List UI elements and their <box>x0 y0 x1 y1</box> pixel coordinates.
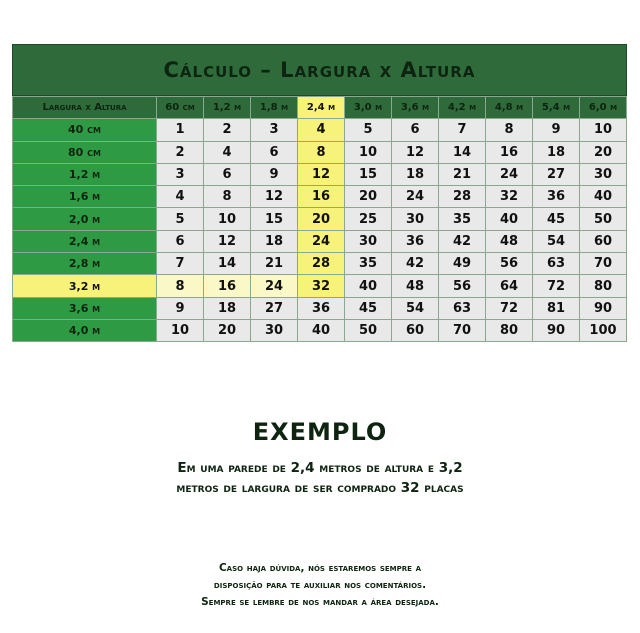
row-label: 2,8 m <box>13 253 157 275</box>
table-cell: 36 <box>533 186 580 208</box>
table-cell: 24 <box>392 186 439 208</box>
table-cell: 9 <box>251 163 298 185</box>
table-title: Cálculo – Largura x Altura <box>12 44 627 96</box>
row-label: 4,0 m <box>13 319 157 341</box>
table-cell: 12 <box>251 186 298 208</box>
column-header: 1,8 m <box>251 97 298 119</box>
table-cell: 28 <box>439 186 486 208</box>
table-cell: 35 <box>345 253 392 275</box>
table-cell: 4 <box>204 141 251 163</box>
table-row <box>13 230 627 252</box>
table-cell: 49 <box>439 253 486 275</box>
table-cell: 56 <box>439 275 486 297</box>
note-line-2: disposição para te auxiliar nos comentários. <box>213 579 427 591</box>
table-cell: 9 <box>533 119 580 141</box>
table-cell: 5 <box>157 208 204 230</box>
table-cell: 6 <box>157 230 204 252</box>
table-cell: 8 <box>204 186 251 208</box>
table-cell: 42 <box>439 230 486 252</box>
table-cell: 15 <box>251 208 298 230</box>
table-cell: 5 <box>345 119 392 141</box>
row-label: 2,4 m <box>13 230 157 252</box>
table-cell: 4 <box>157 186 204 208</box>
table-cell: 25 <box>345 208 392 230</box>
table-cell: 18 <box>533 141 580 163</box>
table-cell: 30 <box>580 163 627 185</box>
table-cell: 40 <box>345 275 392 297</box>
table-cell: 3 <box>251 119 298 141</box>
table-cell: 6 <box>392 119 439 141</box>
table-cell: 10 <box>580 119 627 141</box>
table-cell: 16 <box>486 141 533 163</box>
table-cell: 6 <box>204 163 251 185</box>
calculation-table <box>12 96 627 342</box>
table-row <box>13 208 627 230</box>
table-cell: 27 <box>533 163 580 185</box>
column-header: 1,2 m <box>204 97 251 119</box>
table-cell: 16 <box>298 186 345 208</box>
table-cell: 40 <box>580 186 627 208</box>
table-cell: 10 <box>204 208 251 230</box>
table-cell: 63 <box>439 297 486 319</box>
table-cell: 30 <box>251 319 298 341</box>
column-header: 60 cm <box>157 97 204 119</box>
table-cell: 32 <box>298 275 345 297</box>
table-cell: 1 <box>157 119 204 141</box>
table-row <box>13 186 627 208</box>
table-cell: 18 <box>204 297 251 319</box>
table-cell: 60 <box>392 319 439 341</box>
table-cell: 72 <box>486 297 533 319</box>
table-cell: 21 <box>439 163 486 185</box>
table-row <box>13 275 627 297</box>
table-cell: 7 <box>157 253 204 275</box>
table-cell: 27 <box>251 297 298 319</box>
table-row <box>13 253 627 275</box>
row-label: 1,6 m <box>13 186 157 208</box>
column-header: 4,8 m <box>486 97 533 119</box>
table-cell: 4 <box>298 119 345 141</box>
table-cell: 81 <box>533 297 580 319</box>
table-cell: 63 <box>533 253 580 275</box>
table-cell: 28 <box>298 253 345 275</box>
table-cell: 14 <box>204 253 251 275</box>
table-row <box>13 297 627 319</box>
table-row <box>13 141 627 163</box>
table-cell: 18 <box>392 163 439 185</box>
table-cell: 30 <box>392 208 439 230</box>
table-cell: 36 <box>392 230 439 252</box>
table-cell: 16 <box>204 275 251 297</box>
table-cell: 2 <box>204 119 251 141</box>
column-header: 3,6 m <box>392 97 439 119</box>
table-cell: 12 <box>298 163 345 185</box>
table-cell: 72 <box>533 275 580 297</box>
note-line-1: Caso haja dúvida, nós estaremos sempre a <box>218 562 422 574</box>
table-row <box>13 119 627 141</box>
table-cell: 48 <box>486 230 533 252</box>
table-cell: 30 <box>345 230 392 252</box>
calculation-table-sheet <box>12 44 627 342</box>
table-cell: 20 <box>580 141 627 163</box>
table-row <box>13 319 627 341</box>
table-cell: 10 <box>345 141 392 163</box>
row-label: 80 cm <box>13 141 157 163</box>
help-note <box>120 560 520 611</box>
note-line-3: Sempre se lembre de nos mandar a área desejada. <box>201 596 439 608</box>
table-cell: 21 <box>251 253 298 275</box>
table-cell: 50 <box>580 208 627 230</box>
table-cell: 24 <box>486 163 533 185</box>
table-cell: 90 <box>533 319 580 341</box>
column-header: 2,4 m <box>298 97 345 119</box>
table-cell: 48 <box>392 275 439 297</box>
table-cell: 15 <box>345 163 392 185</box>
table-cell: 50 <box>345 319 392 341</box>
table-cell: 35 <box>439 208 486 230</box>
table-cell: 2 <box>157 141 204 163</box>
table-cell: 8 <box>157 275 204 297</box>
table-row <box>13 163 627 185</box>
row-label: 3,6 m <box>13 297 157 319</box>
table-cell: 64 <box>486 275 533 297</box>
table-cell: 24 <box>251 275 298 297</box>
table-cell: 20 <box>298 208 345 230</box>
table-cell: 54 <box>392 297 439 319</box>
column-header: 4,2 m <box>439 97 486 119</box>
table-cell: 100 <box>580 319 627 341</box>
table-cell: 54 <box>533 230 580 252</box>
table-cell: 3 <box>157 163 204 185</box>
column-header: 6,0 m <box>580 97 627 119</box>
table-cell: 8 <box>298 141 345 163</box>
table-cell: 6 <box>251 141 298 163</box>
table-cell: 18 <box>251 230 298 252</box>
table-cell: 12 <box>392 141 439 163</box>
table-cell: 14 <box>439 141 486 163</box>
table-cell: 20 <box>345 186 392 208</box>
table-cell: 20 <box>204 319 251 341</box>
column-header: 5,4 m <box>533 97 580 119</box>
table-cell: 56 <box>486 253 533 275</box>
table-cell: 9 <box>157 297 204 319</box>
example-line-2: metros de largura de ser comprado 32 placas <box>176 480 464 496</box>
table-cell: 42 <box>392 253 439 275</box>
corner-label: Largura x Altura <box>13 97 157 119</box>
row-label: 2,0 m <box>13 208 157 230</box>
table-cell: 70 <box>580 253 627 275</box>
table-cell: 60 <box>580 230 627 252</box>
table-cell: 45 <box>345 297 392 319</box>
table-cell: 45 <box>533 208 580 230</box>
example-text <box>60 458 580 498</box>
table-cell: 36 <box>298 297 345 319</box>
table-cell: 40 <box>486 208 533 230</box>
header-row <box>13 97 627 119</box>
table-cell: 32 <box>486 186 533 208</box>
row-label: 3,2 m <box>13 275 157 297</box>
table-cell: 10 <box>157 319 204 341</box>
table-cell: 70 <box>439 319 486 341</box>
table-cell: 80 <box>580 275 627 297</box>
table-cell: 40 <box>298 319 345 341</box>
row-label: 1,2 m <box>13 163 157 185</box>
table-cell: 90 <box>580 297 627 319</box>
row-label: 40 cm <box>13 119 157 141</box>
example-title: EXEMPLO <box>252 418 388 446</box>
table-cell: 80 <box>486 319 533 341</box>
table-cell: 8 <box>486 119 533 141</box>
example-line-1: Em uma parede de 2,4 metros de altura e 3,2 <box>177 460 463 476</box>
table-cell: 24 <box>298 230 345 252</box>
table-cell: 12 <box>204 230 251 252</box>
table-cell: 7 <box>439 119 486 141</box>
column-header: 3,0 m <box>345 97 392 119</box>
